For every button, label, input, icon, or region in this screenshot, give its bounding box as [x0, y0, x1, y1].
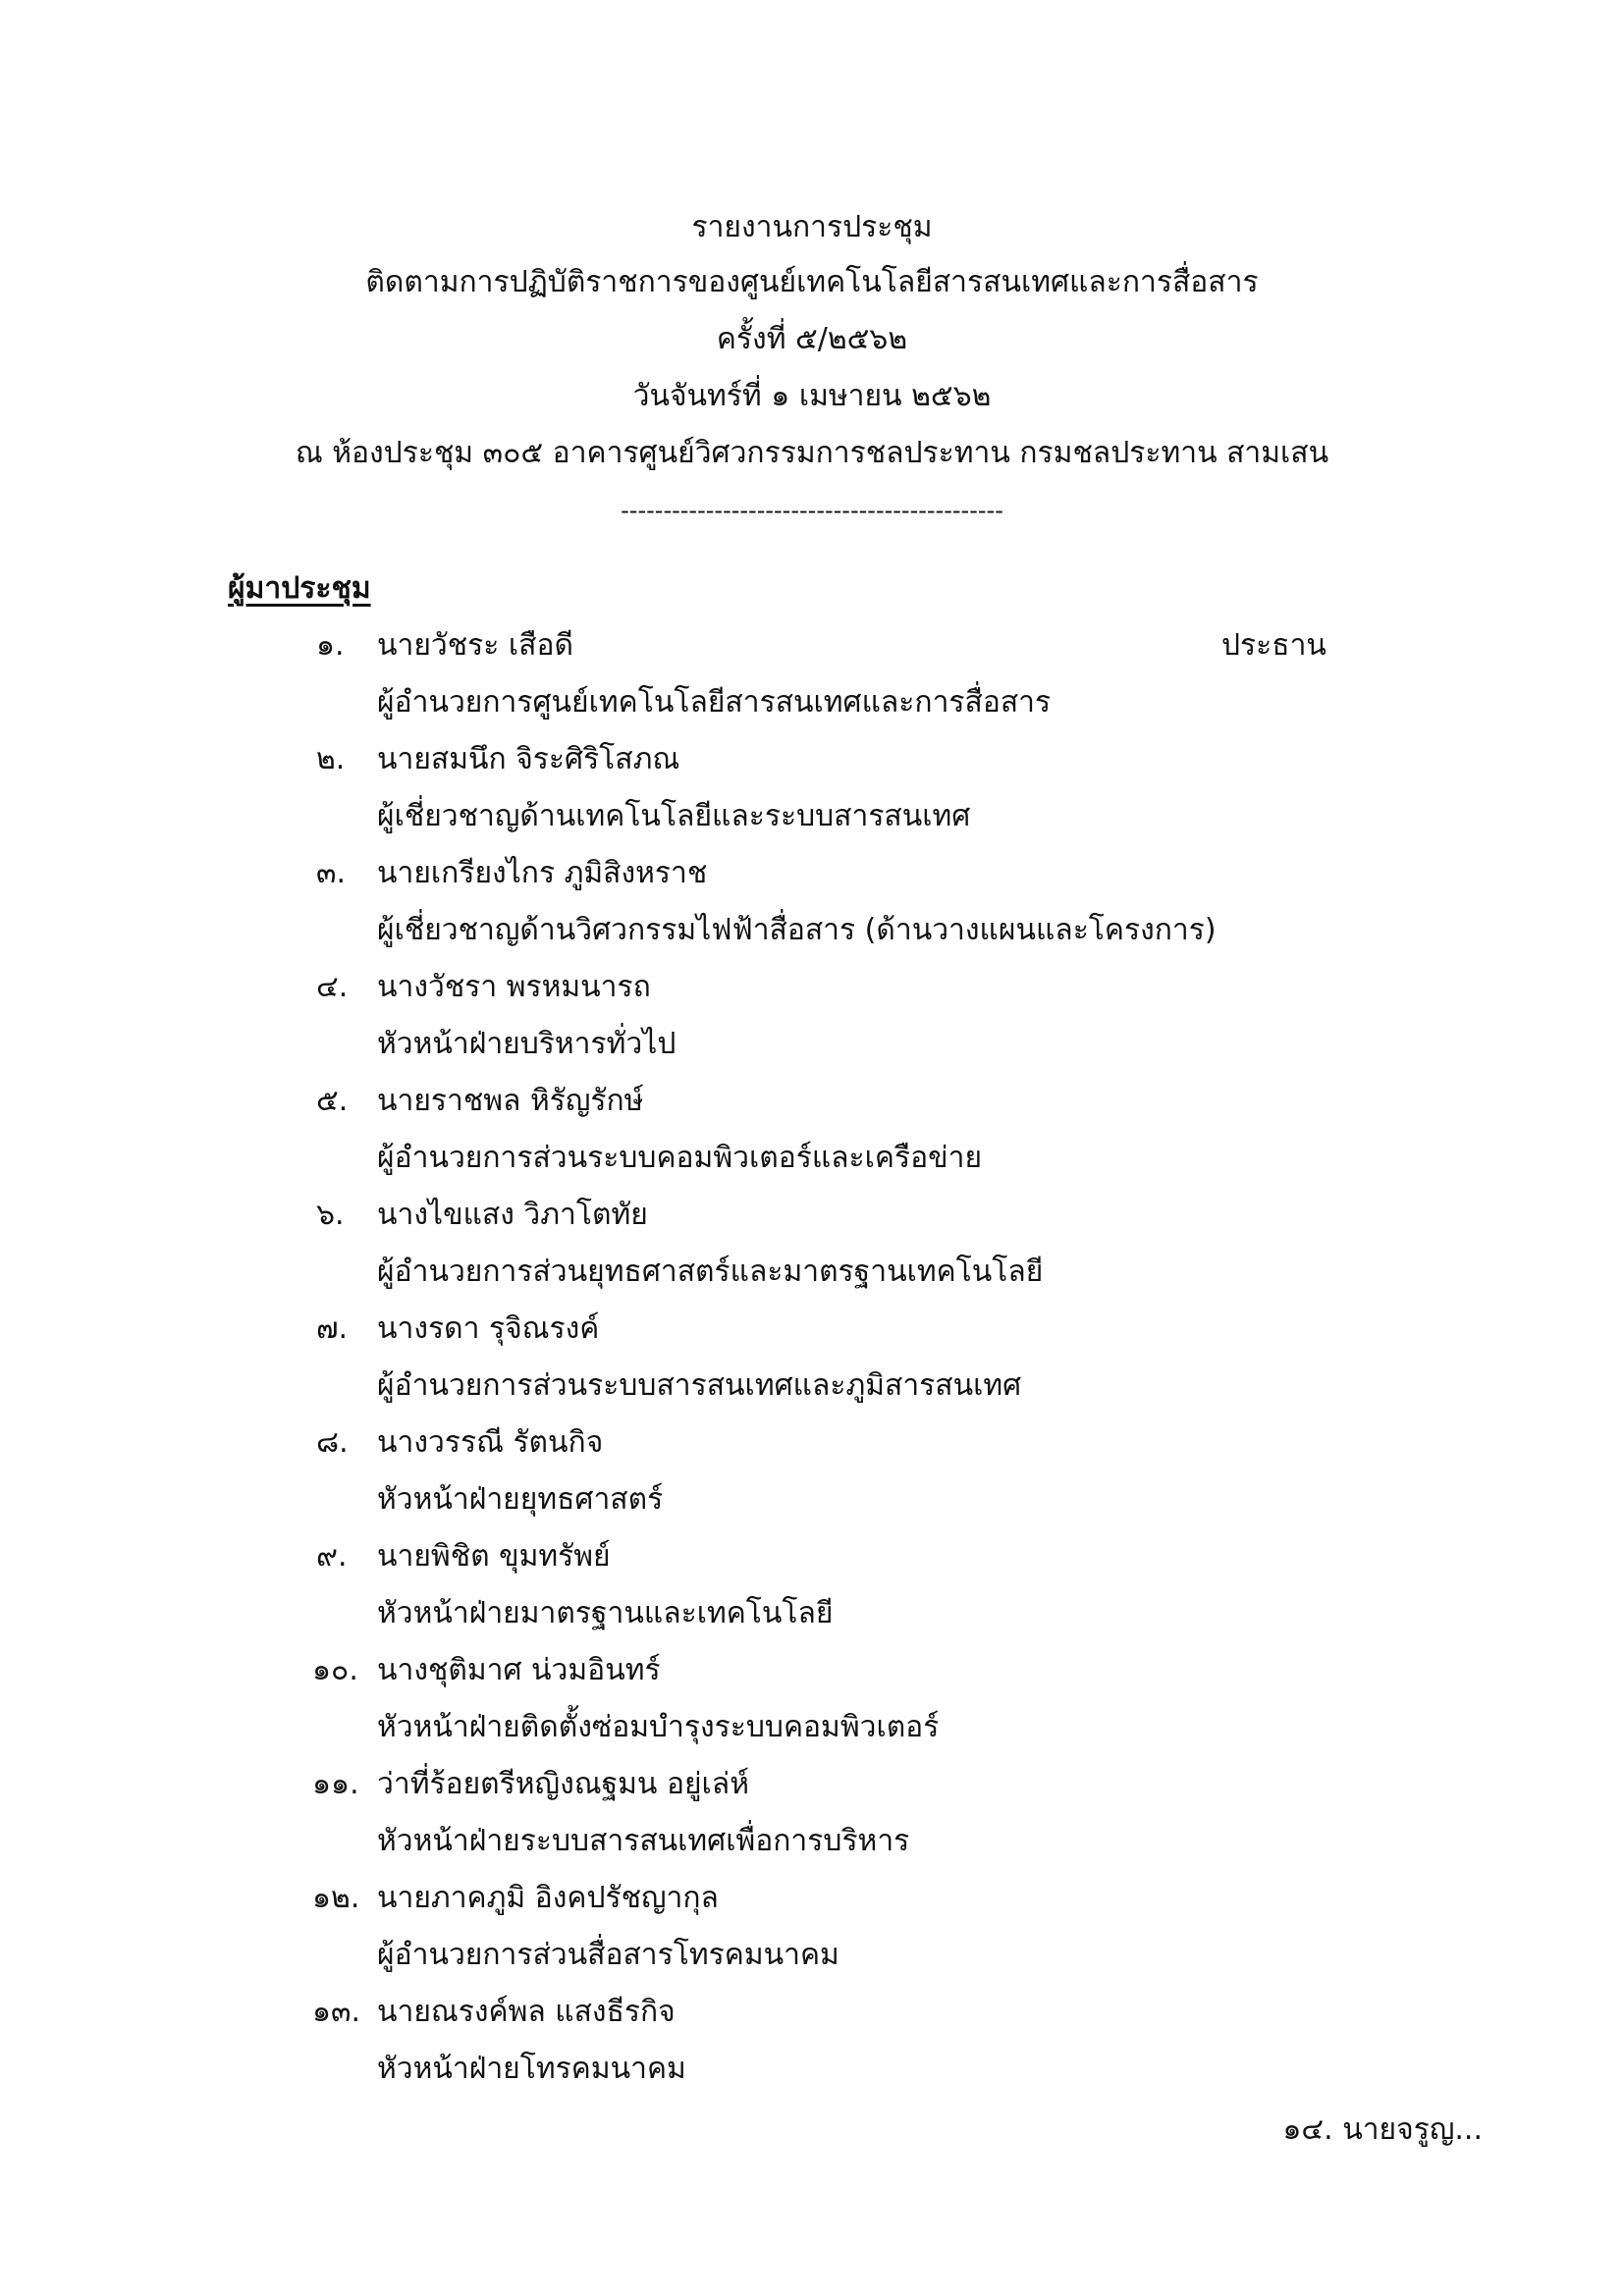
attendees-heading: ผู้มาประชุม	[228, 571, 371, 606]
header-divider: ---------------------------------------------	[621, 497, 1003, 524]
attendee-item	[0, 1879, 1624, 1993]
attendee-number: ๑๓.	[312, 1995, 361, 2029]
attendee-item	[0, 968, 1624, 1082]
meeting-date: วันจันทร์ที่ ๑ เมษายน ๒๕๖๒	[632, 379, 992, 413]
attendee-item	[0, 1537, 1624, 1651]
attendee-position: ผู้อำนวยการส่วนสื่อสารโทรคมนาคม	[377, 1938, 839, 1972]
attendee-position: ผู้อำนวยการส่วนยุทธศาสตร์และมาตรฐานเทคโนโลยี	[377, 1255, 1044, 1289]
attendee-position: หัวหน้าฝ่ายมาตรฐานและเทคโนโลยี	[377, 1596, 834, 1630]
attendee-position: หัวหน้าฝ่ายยุทธศาสตร์	[377, 1482, 664, 1517]
attendee-item	[0, 1765, 1624, 1879]
attendee-number: ๒.	[316, 742, 346, 776]
attendee-name: นายพิชิต ขุมทรัพย์	[377, 1539, 611, 1574]
report-title: รายงานการประชุม	[691, 210, 933, 244]
report-subject: ติดตามการปฏิบัติราชการของศูนย์เทคโนโลยีสารสนเทศและการสื่อสาร	[365, 265, 1259, 299]
attendee-number: ๕.	[316, 1084, 349, 1118]
attendee-position: หัวหน้าฝ่ายติดตั้งซ่อมบำรุงระบบคอมพิวเตอร์	[377, 1710, 940, 1744]
attendee-number: ๑๒.	[312, 1881, 360, 1915]
attendee-item	[0, 1651, 1624, 1765]
attendee-number: ๘.	[316, 1425, 349, 1460]
attendee-position: หัวหน้าฝ่ายโทรคมนาคม	[377, 2052, 686, 2086]
attendee-list	[0, 626, 1624, 2107]
attendee-name: นายณรงค์พล แสงธีรกิจ	[377, 1995, 676, 2029]
attendee-number: ๑๐.	[312, 1653, 358, 1687]
attendee-name: นางรดา รุจิณรงค์	[377, 1311, 600, 1346]
attendee-number: ๔.	[316, 970, 349, 1004]
attendee-number: ๑๑.	[312, 1767, 359, 1801]
meeting-number: ครั้งที่ ๕/๒๕๖๒	[716, 322, 908, 356]
attendee-name: นายวัชระ เสือดี	[377, 628, 573, 663]
attendee-number: ๓.	[316, 856, 347, 890]
attendee-item	[0, 1423, 1624, 1537]
page-continuation: ๑๔. นายจรูญ...	[1282, 2112, 1483, 2147]
attendee-item	[0, 1082, 1624, 1196]
attendee-position: ผู้อำนวยการส่วนระบบสารสนเทศและภูมิสารสนเทศ	[377, 1368, 1022, 1403]
attendee-name: นายเกรียงไกร ภูมิสิงหราช	[377, 856, 708, 890]
attendee-position: หัวหน้าฝ่ายระบบสารสนเทศเพื่อการบริหาร	[377, 1824, 910, 1858]
attendee-item	[0, 854, 1624, 968]
attendee-meeting-role: ประธาน	[1221, 628, 1326, 663]
attendee-position: ผู้อำนวยการส่วนระบบคอมพิวเตอร์และเครือข่าย	[377, 1141, 983, 1175]
attendee-position: ผู้อำนวยการศูนย์เทคโนโลยีสารสนเทศและการสื่อสาร	[377, 685, 1052, 720]
attendee-name: นายสมนึก จิระศิริโสภณ	[377, 742, 680, 776]
attendee-position: ผู้เชี่ยวชาญด้านวิศวกรรมไฟฟ้าสื่อสาร (ด้านวางแผนและโครงการ)	[377, 913, 1217, 947]
attendee-name: ว่าที่ร้อยตรีหญิงณฐมน อยู่เล่ห์	[377, 1767, 749, 1801]
attendee-name: นางไขแสง วิภาโตทัย	[377, 1198, 648, 1232]
attendee-name: นางชุติมาศ น่วมอินทร์	[377, 1653, 661, 1687]
attendee-item	[0, 740, 1624, 854]
attendee-number: ๙.	[316, 1539, 348, 1574]
attendee-number: ๑.	[316, 628, 345, 663]
attendee-item	[0, 1196, 1624, 1309]
attendee-name: นายราชพล หิรัญรักษ์	[377, 1084, 644, 1118]
attendee-position: ผู้เชี่ยวชาญด้านเทคโนโลยีและระบบสารสนเทศ	[377, 799, 971, 833]
attendee-number: ๗.	[316, 1311, 349, 1346]
attendee-position: หัวหน้าฝ่ายบริหารทั่วไป	[377, 1027, 677, 1061]
attendee-item	[0, 626, 1624, 740]
attendee-name: นางวรรณี รัตนกิจ	[377, 1425, 604, 1460]
attendee-name: นางวัชรา พรหมนารถ	[377, 970, 651, 1004]
attendee-item	[0, 1993, 1624, 2107]
attendee-number: ๖.	[316, 1198, 345, 1232]
attendee-name: นายภาคภูมิ อิงคปรัชญากุล	[377, 1881, 719, 1915]
attendee-item	[0, 1309, 1624, 1423]
meeting-venue: ณ ห้องประชุม ๓๐๕ อาคารศูนย์วิศวกรรมการชลประทาน กรมชลประทาน สามเสน	[295, 436, 1329, 470]
